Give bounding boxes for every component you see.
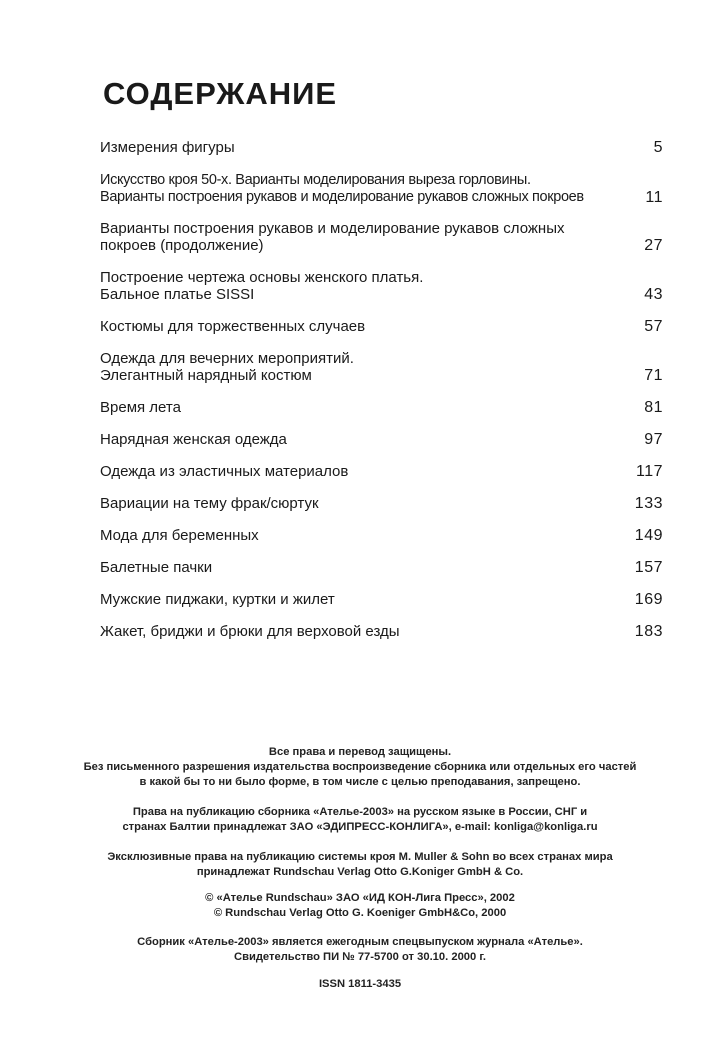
annual-line: Сборник «Ателье-2003» является ежегодным спецвыпуском журнала «Ателье». (137, 936, 583, 948)
toc-entry (100, 399, 663, 416)
toc-entry-title: Мужские пиджаки, куртки и жилет (100, 591, 335, 608)
toc-entry-page: 57 (644, 318, 663, 335)
toc-entry (100, 527, 663, 544)
toc-entry (100, 463, 663, 480)
exclusive-line: Эксклюзивные права на публикацию системы кроя M. Muller & Sohn во всех странах мира (107, 851, 613, 863)
toc-entry (100, 559, 663, 576)
exclusive-line: принадлежат Rundschau Verlag Otto G.Koniger GmbH & Co. (196, 866, 524, 878)
toc-entry (100, 269, 663, 303)
toc-entry-title: Мода для беременных (100, 527, 259, 544)
rights-line: в какой бы то ни было форме, в том числе с целью преподавания, запрещено. (139, 776, 581, 788)
table-of-contents (100, 139, 663, 640)
toc-entry-title: Элегантный нарядный костюм (100, 367, 312, 384)
toc-entry-title: Бальное платье SISSI (100, 286, 255, 303)
toc-entry-page: 133 (634, 495, 663, 512)
toc-entry (100, 431, 663, 448)
publication-line: странах Балтии принадлежат ЗАО «ЭДИПРЕСС-КОНЛИГА», e-mail: konliga@konliga.ru (122, 821, 598, 833)
toc-entry-title: Варианты построения рукавов и моделирование рукавов сложных (100, 220, 565, 237)
toc-entry-title: Одежда для вечерних мероприятий. (100, 350, 354, 367)
issn: ISSN 1811-3435 (318, 978, 402, 990)
toc-entry-page: 11 (645, 189, 663, 206)
toc-entry-page: 97 (644, 431, 663, 448)
toc-entry-title: покроев (продолжение) (100, 237, 264, 254)
toc-entry (100, 591, 663, 608)
toc-entry-title: Время лета (100, 399, 181, 416)
toc-entry-title: Измерения фигуры (100, 139, 235, 156)
toc-entry-title: Балетные пачки (100, 559, 213, 576)
copyright-line: © «Ателье Rundschau» ЗАО «ИД КОН-Лига Пресс», 2002 (205, 892, 515, 904)
toc-entry-page: 43 (644, 286, 663, 303)
toc-entry (100, 172, 663, 206)
toc-entry-page: 169 (634, 591, 663, 608)
page-title: СОДЕРЖАНИЕ (103, 76, 338, 111)
toc-entry-page: 183 (634, 623, 663, 640)
toc-entry (100, 139, 663, 156)
toc-entry-page: 117 (635, 463, 663, 480)
toc-entry-title: Вариации на тему фрак/сюртук (100, 495, 319, 512)
toc-entry-title: Одежда из эластичных материалов (100, 463, 349, 480)
publication-line: Права на публикацию сборника «Ателье-2003» на русском языке в России, СНГ и (132, 806, 588, 818)
toc-entry-page: 71 (644, 367, 663, 384)
toc-entry (100, 495, 663, 512)
toc-entry-page: 27 (644, 237, 663, 254)
toc-entry (100, 623, 663, 640)
copyright-line: © Rundschau Verlag Otto G. Koeniger GmbH&Co, 2000 (213, 907, 507, 919)
toc-entry (100, 318, 663, 335)
annual-issue-notice (30, 935, 690, 965)
rights-line: Без письменного разрешения издательства воспроизведение сборника или отдельных его частей (83, 761, 637, 773)
toc-entry (100, 220, 663, 254)
toc-entry-title: Искусство кроя 50-х. Варианты моделирования выреза горловины. (100, 172, 531, 188)
toc-entry-page: 5 (653, 139, 663, 156)
toc-entry-title: Варианты построения рукавов и моделирование рукавов сложных покроев (100, 189, 584, 205)
toc-entry-title: Жакет, бриджи и брюки для верховой езды (100, 623, 400, 640)
toc-entry (100, 350, 663, 384)
publication-rights (30, 805, 690, 835)
toc-entry-title: Построение чертежа основы женского платья. (100, 269, 424, 286)
rights-line: Все права и перевод защищены. (268, 746, 452, 758)
toc-entry-title: Костюмы для торжественных случаев (100, 318, 366, 335)
toc-entry-title: Нарядная женская одежда (100, 431, 287, 448)
annual-line: Свидетельство ПИ № 77-5700 от 30.10. 2000 г. (233, 951, 486, 963)
exclusive-rights (30, 850, 690, 880)
copyright-notice (30, 891, 690, 921)
toc-entry-page: 81 (644, 399, 663, 416)
toc-entry-page: 149 (634, 527, 663, 544)
toc-entry-page: 157 (634, 559, 663, 576)
rights-notice (30, 745, 690, 790)
